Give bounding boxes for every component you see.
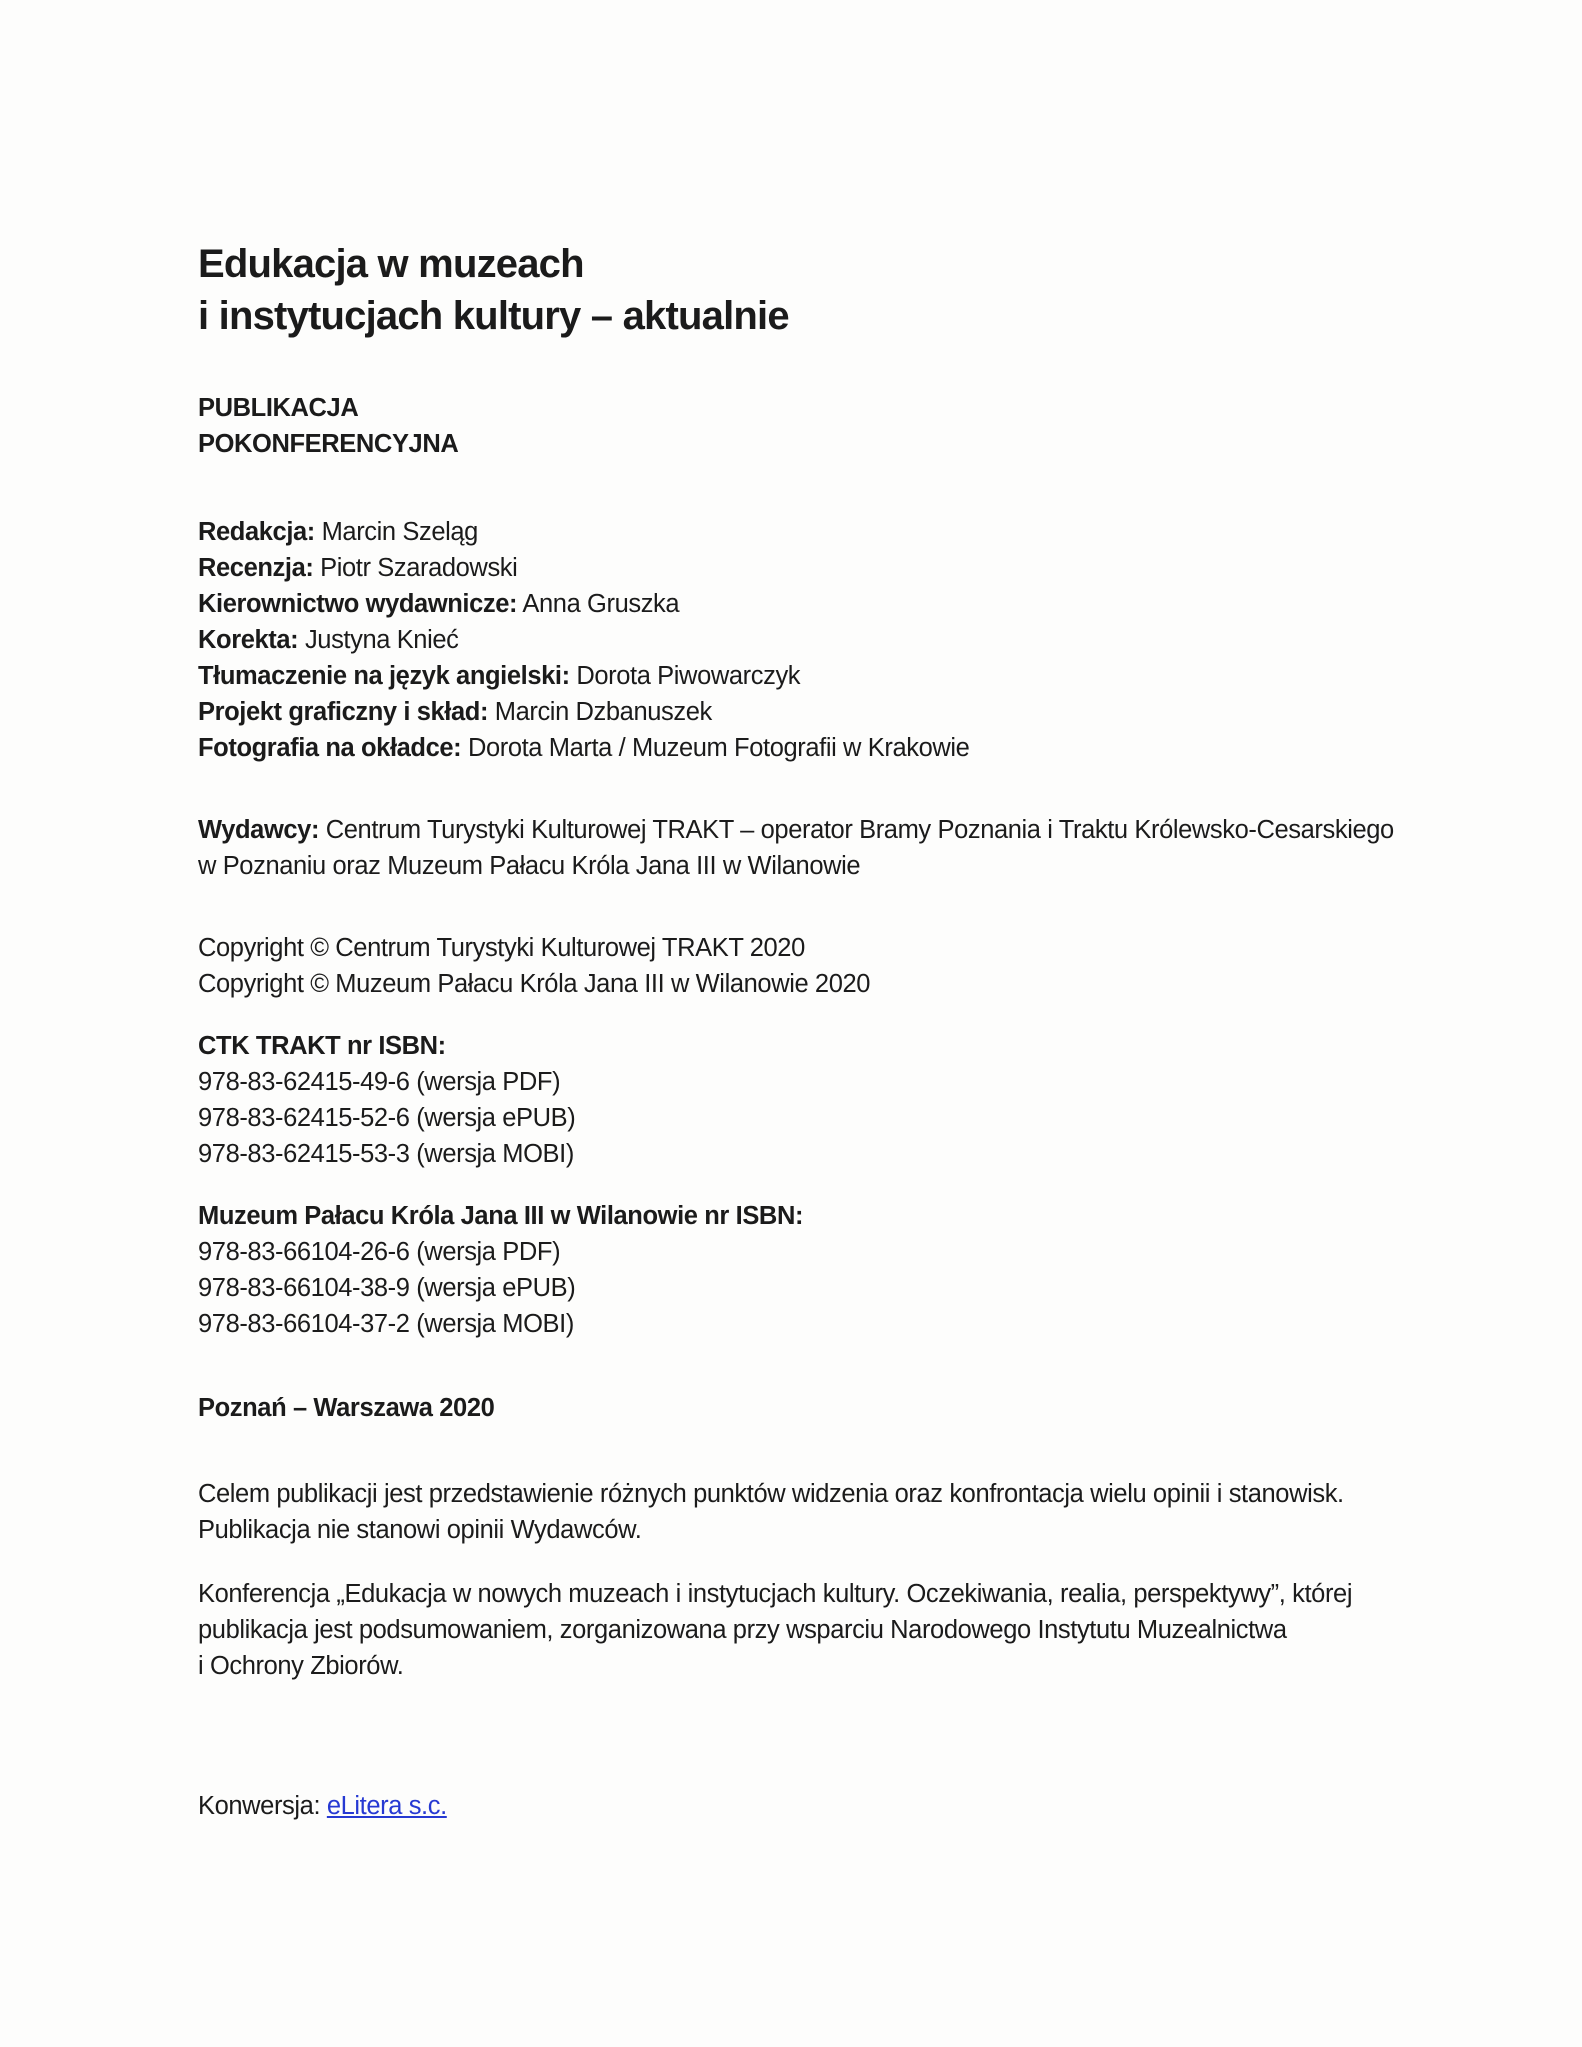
disclaimer-paragraph [198,1476,1407,1548]
isbn-heading: Muzeum Pałacu Króla Jana III w Wilanowie nr ISBN: [198,1202,804,1230]
conversion-line [198,1788,1407,1824]
credit-value: Justyna Knieć [304,626,459,654]
credits-list [198,514,1407,766]
credit-value: Marcin Dzbanuszek [494,698,712,726]
credit-label: Fotografia na okładce: [198,734,462,762]
isbn-block-wilanow [198,1198,1407,1342]
credit-line [198,730,1407,766]
publishers-value: Centrum Turystyki Kulturowej TRAKT – operator Bramy Poznania i Traktu Królewsko-Cesarskiego [325,816,1394,844]
isbn-item: 978-83-62415-52-6 (wersja ePUB) [198,1104,576,1132]
conference-line: publikacja jest podsumowaniem, zorganizowana przy wsparciu Narodowego Instytutu Muzealnictwa [198,1616,1287,1644]
book-title-line: i instytucjach kultury – aktualnie [198,294,789,338]
isbn-item: 978-83-66104-37-2 (wersja MOBI) [198,1310,574,1338]
isbn-block-ctk [198,1028,1407,1172]
credit-value: Dorota Marta / Muzeum Fotografii w Krakowie [467,734,970,762]
place-date: Poznań – Warszawa 2020 [198,1394,495,1422]
publishers-label: Wydawcy: [198,816,320,844]
credit-line [198,658,1407,694]
isbn-item: 978-83-66104-38-9 (wersja ePUB) [198,1274,576,1302]
publishers-line: w Poznaniu oraz Muzeum Pałacu Króla Jana III w Wilanowie [198,852,861,880]
disclaimer-line: Celem publikacji jest przedstawienie różnych punktów widzenia oraz konfrontacja wielu opinii i stanowisk. [198,1480,1344,1508]
credit-label: Tłumaczenie na język angielski: [198,662,570,690]
isbn-item: 978-83-66104-26-6 (wersja PDF) [198,1238,561,1266]
credit-line [198,586,1407,622]
isbn-item: 978-83-62415-53-3 (wersja MOBI) [198,1140,574,1168]
publication-type [198,390,1407,462]
conference-line: i Ochrony Zbiorów. [198,1652,404,1680]
copyright-block [198,930,1407,1002]
book-title [198,238,1407,342]
credit-line [198,694,1407,730]
credit-label: Projekt graficzny i skład: [198,698,489,726]
credit-label: Korekta: [198,626,299,654]
isbn-item: 978-83-62415-49-6 (wersja PDF) [198,1068,561,1096]
elitera-link[interactable]: eLitera s.c. [326,1792,447,1820]
credit-value: Piotr Szaradowski [320,554,518,582]
book-title-line: Edukacja w muzeach [198,242,584,286]
conversion-label: Konwersja: [198,1792,321,1820]
publication-type-line: PUBLIKACJA [198,394,359,422]
publishers-line [198,812,1407,848]
isbn-heading: CTK TRAKT nr ISBN: [198,1032,446,1060]
credit-value: Marcin Szeląg [321,518,478,546]
copyright-line: Copyright © Centrum Turystyki Kulturowej TRAKT 2020 [198,934,805,962]
credit-label: Redakcja: [198,518,315,546]
credit-line [198,514,1407,550]
credit-value: Anna Gruszka [522,590,680,618]
credit-line [198,622,1407,658]
copyright-line: Copyright © Muzeum Pałacu Króla Jana III w Wilanowie 2020 [198,970,871,998]
conference-note [198,1576,1407,1684]
disclaimer-line: Publikacja nie stanowi opinii Wydawców. [198,1516,642,1544]
publishers-paragraph [198,812,1407,884]
credit-label: Recenzja: [198,554,314,582]
credit-value: Dorota Piwowarczyk [576,662,801,690]
publication-type-line: POKONFERENCYJNA [198,430,459,458]
credit-line [198,550,1407,586]
conference-line: Konferencja „Edukacja w nowych muzeach i instytucjach kultury. Oczekiwania, realia, perspektywy”, której [198,1580,1353,1608]
credit-label: Kierownictwo wydawnicze: [198,590,518,618]
